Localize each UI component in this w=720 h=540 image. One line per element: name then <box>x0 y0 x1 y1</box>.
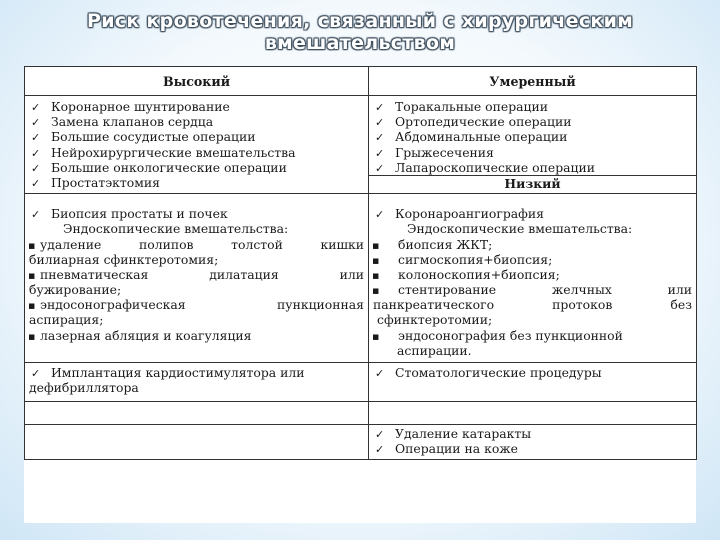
high-risk-device-implant: ✓ Имплантация кардиостимулятора или дефибриллятора <box>25 363 369 402</box>
low-risk-minor: ✓ Удаление катаракты ✓ Операции на коже <box>369 425 697 460</box>
document-sheet <box>24 66 696 523</box>
bullet-icon: ▪ <box>372 329 380 343</box>
title-line-2: вмешательством <box>264 32 456 54</box>
high-risk-list <box>25 96 369 194</box>
bleeding-risk-table <box>24 66 697 460</box>
bullet-icon: ▪ <box>372 268 380 282</box>
check-icon: ✓ <box>31 176 41 190</box>
low-risk-procedures: ✓ Коронароангиография Эндоскопические вмешательства: ▪ биопсия ЖКТ; ▪ сигмоскопия+биопсия; ▪ колоноскопия+биопсия; ▪ стентирование желчных или панкреатического протоков без сфинктеротомии; ▪ эндосонография без пункционной аспирации. <box>369 194 697 363</box>
check-icon: ✓ <box>375 367 385 380</box>
check-icon: ✓ <box>375 208 385 222</box>
check-icon: ✓ <box>31 161 41 175</box>
table-row <box>25 425 697 460</box>
table-row <box>25 194 697 363</box>
empty-cell <box>25 402 369 425</box>
list-item: ✓ Нейрохирургические вмешательства <box>25 145 368 160</box>
bullet-icon: ▪ <box>372 284 380 298</box>
empty-cell <box>369 402 697 425</box>
table-header-row <box>25 67 697 96</box>
check-icon: ✓ <box>375 443 385 457</box>
check-icon: ✓ <box>375 116 385 130</box>
table-row <box>25 363 697 402</box>
check-icon: ✓ <box>375 101 385 114</box>
list-item: ✓ Торакальные операции <box>369 99 696 114</box>
table-row <box>25 402 697 425</box>
list-item: ✓ Ортопедические операции <box>369 114 696 129</box>
empty-cell <box>25 425 369 460</box>
low-risk-subheader: Низкий <box>369 175 696 191</box>
bullet-icon: ▪ <box>28 238 36 252</box>
bullet-icon: ▪ <box>28 268 36 282</box>
check-icon: ✓ <box>375 161 385 175</box>
high-risk-procedures: ✓ Биопсия простаты и почек Эндоскопические вмешательства: ▪ удаление полипов толстой кишки билиарная сфинктеротомия; ▪ пневматическая дилатация или бужирование; ▪ эндосонографическая пункционная аспирация; ▪ лазерная абляция и коагуляция <box>25 194 369 363</box>
check-icon: ✓ <box>31 367 41 380</box>
low-risk-dental: ✓ Стоматологические процедуры <box>369 363 697 402</box>
check-icon: ✓ <box>375 428 385 441</box>
list-item: ✓ Большие онкологические операции <box>25 160 368 175</box>
title-line-1: Риск кровотечения, связанный с хирургическим <box>86 10 634 32</box>
list-item: ✓ Большие сосудистые операции <box>25 129 368 144</box>
check-icon: ✓ <box>31 146 41 160</box>
list-item: ✓ Абдоминальные операции <box>369 129 696 144</box>
moderate-risk-list <box>369 96 697 194</box>
list-item: ✓ Замена клапанов сердца <box>25 114 368 129</box>
bullet-icon: ▪ <box>372 253 380 267</box>
check-icon: ✓ <box>375 131 385 145</box>
list-item: ✓ Коронарное шунтирование <box>25 99 368 114</box>
check-icon: ✓ <box>31 131 41 145</box>
table-row <box>25 96 697 194</box>
check-icon: ✓ <box>31 101 41 114</box>
header-moderate: Умеренный <box>369 67 697 96</box>
bullet-icon: ▪ <box>28 299 36 313</box>
slide-title <box>0 10 720 54</box>
list-item: ✓ Лапароскопические операции <box>369 160 696 175</box>
bullet-icon: ▪ <box>28 329 36 343</box>
list-item: ✓ Простатэктомия <box>25 175 368 190</box>
check-icon: ✓ <box>31 208 41 222</box>
header-high: Высокий <box>25 67 369 96</box>
list-item: ✓ Грыжесечения <box>369 145 696 160</box>
check-icon: ✓ <box>31 116 41 130</box>
bullet-icon: ▪ <box>372 238 380 252</box>
check-icon: ✓ <box>375 146 385 160</box>
